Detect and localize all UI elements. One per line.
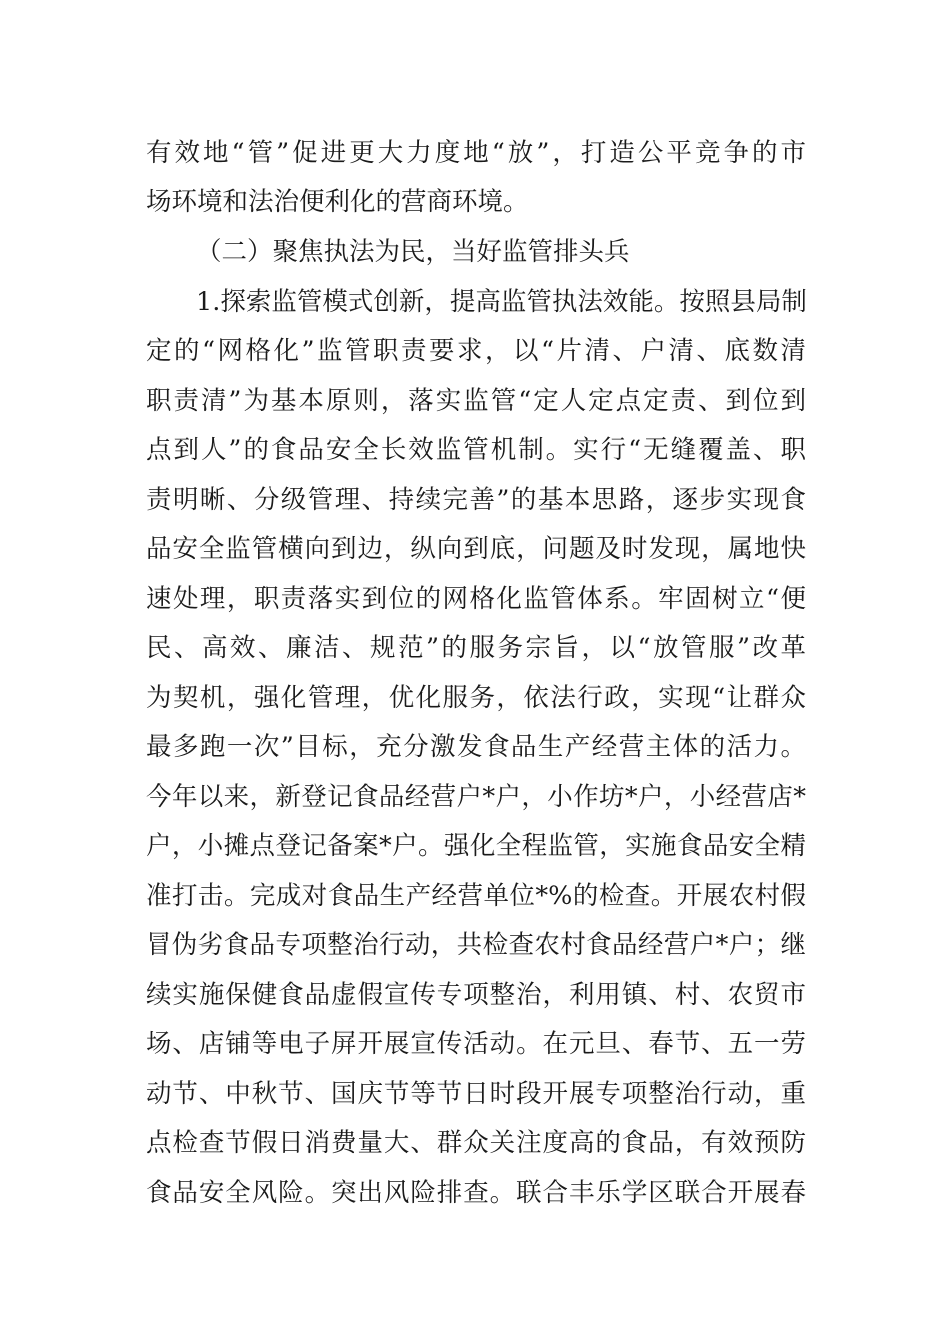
paragraph-line: 今年以来，新登记食品经营户*户，小作坊*户，小经营店*	[146, 782, 806, 812]
paragraph-line: 定的“网格化”监管职责要求，以“片清、户清、底数清	[146, 336, 806, 366]
paragraph-line: 场环境和法治便利化的营商环境。	[146, 187, 529, 217]
paragraph-line: 动节、中秋节、国庆节等节日时段开展专项整治行动，重	[146, 1079, 806, 1109]
paragraph-line: 有效地“管”促进更大力度地“放”，打造公平竞争的市	[146, 138, 806, 168]
paragraph-line: 点检查节假日消费量大、群众关注度高的食品，有效预防	[146, 1128, 806, 1158]
paragraph-line: 品安全监管横向到边，纵向到底，问题及时发现，属地快	[146, 534, 806, 564]
paragraph-line: 民、高效、廉洁、规范”的服务宗旨，以“放管服”改革	[146, 633, 806, 663]
section-heading: （二）聚焦执法为民，当好监管排头兵	[196, 237, 630, 267]
paragraph-line: 场、店铺等电子屏开展宣传活动。在元旦、春节、五一劳	[146, 1029, 806, 1059]
paragraph-line: 为契机，强化管理，优化服务，依法行政，实现“让群众	[146, 683, 806, 713]
paragraph-line: 准打击。完成对食品生产经营单位*%的检查。开展农村假	[146, 881, 806, 911]
paragraph-line: 1.探索监管模式创新，提高监管执法效能。按照县局制	[196, 287, 807, 317]
paragraph-line: 续实施保健食品虚假宣传专项整治，利用镇、村、农贸市	[146, 980, 806, 1010]
paragraph-line: 职责清”为基本原则，落实监管“定人定点定责、到位到	[146, 386, 806, 416]
paragraph-line: 冒伪劣食品专项整治行动，共检查农村食品经营户*户；继	[146, 930, 806, 960]
paragraph-line: 食品安全风险。突出风险排查。联合丰乐学区联合开展春	[146, 1178, 806, 1208]
paragraph-line: 责明晰、分级管理、持续完善”的基本思路，逐步实现食	[146, 485, 806, 515]
paragraph-line: 户，小摊点登记备案*户。强化全程监管，实施食品安全精	[146, 831, 806, 861]
paragraph-line: 点到人”的食品安全长效监管机制。实行“无缝覆盖、职	[146, 435, 806, 465]
paragraph-line: 最多跑一次”目标，充分激发食品生产经营主体的活力。	[146, 732, 806, 762]
paragraph-line: 速处理，职责落实到位的网格化监管体系。牢固树立“便	[146, 584, 806, 614]
